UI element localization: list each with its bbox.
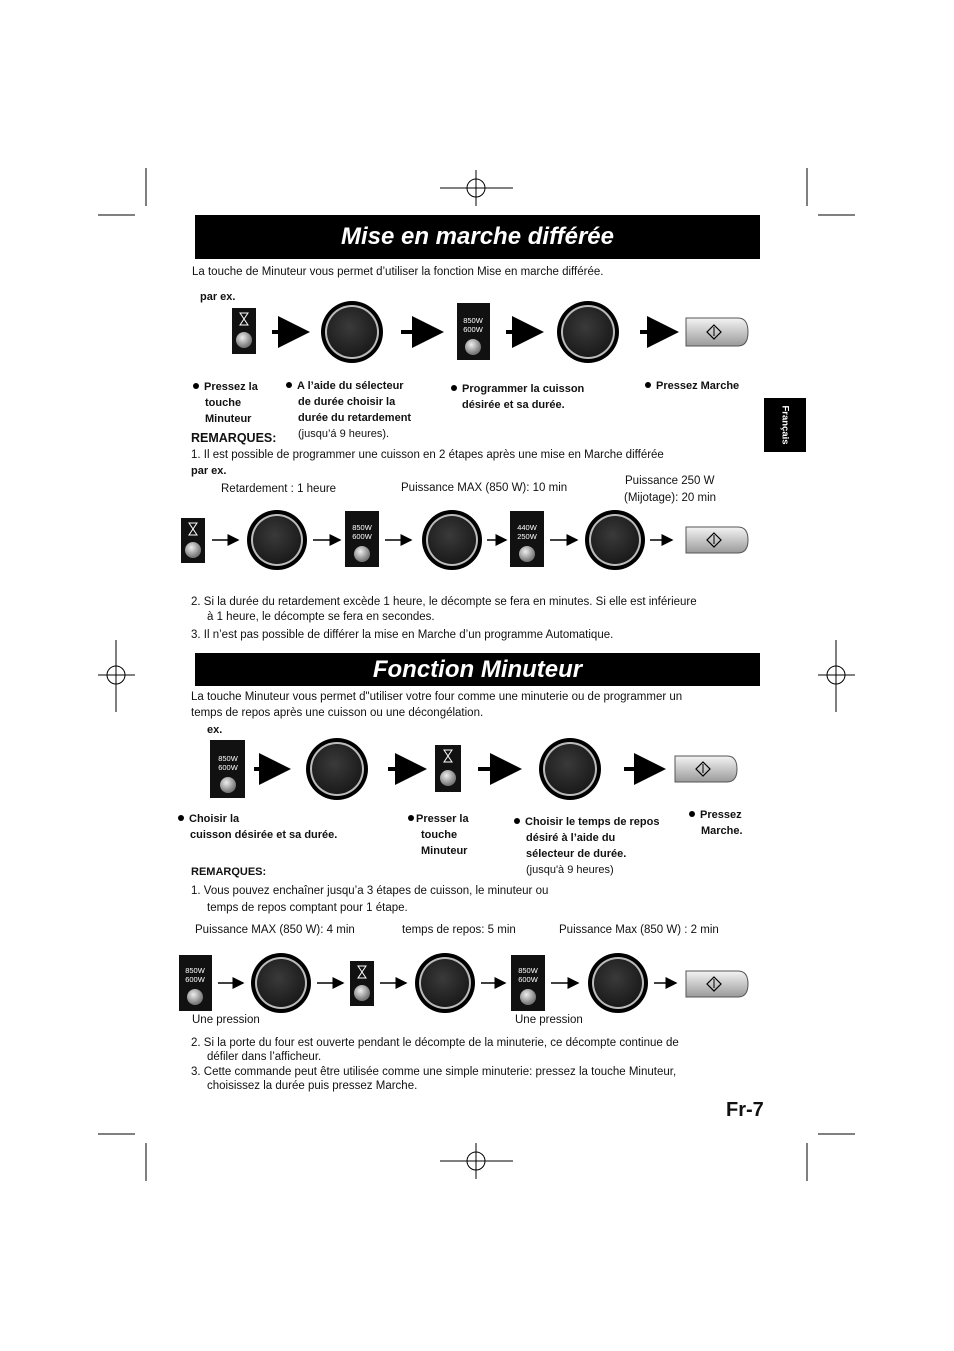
section-title-delayed-start: Mise en marche différée [195, 215, 760, 259]
bullet-icon [193, 383, 199, 389]
example-label: par ex. [200, 291, 236, 303]
start-button-icon [686, 527, 748, 553]
caption-rest-time: temps de repos: 5 min [402, 924, 516, 936]
dial-icon [585, 510, 645, 570]
caption-one-press: Une pression [515, 1014, 583, 1026]
step-3-instruction: Choisir le temps de repos désiré à l’aide du sélecteur de durée. (jusqu'à 9 heures) [514, 814, 659, 878]
timer-button-icon [350, 961, 374, 1006]
power-button-icon [511, 955, 545, 1011]
svg-text:250W: 250W [517, 532, 537, 541]
start-button-icon [686, 971, 748, 997]
step-1-instruction: Choisir la cuisson désirée et sa durée. [178, 811, 337, 843]
bullet-icon [689, 811, 695, 817]
svg-text:850W: 850W [352, 523, 372, 532]
svg-text:850W: 850W [185, 966, 205, 975]
section1-intro: La touche de Minuteur vous permet d’utiliser la fonction Mise en marche différée. [192, 266, 604, 278]
caption-power-max: Puissance MAX (850 W): 10 min [401, 482, 568, 494]
svg-text:600W: 600W [518, 975, 538, 984]
remark-2-line1: 2. Si la durée du retardement excède 1 heure, le décompte se fera en minutes. Si elle est inférieure [191, 596, 697, 608]
dial-icon [557, 301, 619, 363]
svg-text:600W: 600W [352, 532, 372, 541]
example-label: par ex. [191, 465, 227, 477]
bullet-icon [408, 815, 414, 821]
example-label: ex. [207, 724, 223, 736]
caption-simmer: (Mijotage): 20 min [624, 492, 717, 504]
caption-power-max-2: Puissance Max (850 W) : 2 min [559, 924, 719, 936]
bullet-icon [451, 385, 457, 391]
step-4-instruction: Pressez Marche. [689, 807, 743, 839]
bullet-icon [514, 818, 520, 824]
power-button-icon [179, 955, 212, 1011]
svg-text:600W: 600W [218, 763, 238, 772]
dial-icon [306, 738, 368, 800]
remark-2-line2: à 1 heure, le décompte se fera en secondes. [207, 611, 435, 623]
remark-1-line2: temps de repos comptant pour 1 étape. [207, 902, 408, 914]
step-2-instruction: A l’aide du sélecteur de durée choisir la durée du retardement (jusqu’á 9 heures). [286, 378, 411, 442]
svg-text:600W: 600W [463, 325, 483, 334]
step-4-instruction: Pressez Marche [645, 378, 739, 394]
section2-intro-line1: La touche Minuteur vous permet d"utiliser votre four comme une minuterie ou de programmer un [191, 691, 683, 703]
bullet-icon [178, 815, 184, 821]
power-button-icon [210, 740, 245, 798]
timer-button-icon [181, 518, 205, 563]
remark-3-line2: choisissez la durée puis pressez Marche. [207, 1080, 418, 1092]
caption-power-max-4: Puissance MAX (850 W): 4 min [195, 924, 355, 936]
svg-text:440W: 440W [517, 523, 537, 532]
remark-3-line1: 3. Cette commande peut être utilisée comme une simple minuterie: pressez la touche Minuteur, [191, 1066, 677, 1078]
remark-1-line1: 1. Vous pouvez enchaîner jusqu’a 3 étapes de cuisson, le minuteur ou [191, 885, 549, 897]
bullet-icon [645, 382, 651, 388]
section-title-timer-function: Fonction Minuteur [195, 653, 760, 686]
remarks-heading: REMARQUES: [191, 866, 267, 878]
timer-button-icon [435, 745, 461, 792]
remark-1: 1. Il est possible de programmer une cuisson en 2 étapes après une mise en Marche différée [191, 449, 664, 461]
svg-text:850W: 850W [518, 966, 538, 975]
dial-icon [321, 301, 383, 363]
language-tab: Français [764, 398, 806, 452]
dial-icon [588, 953, 648, 1013]
step-3-instruction: Programmer la cuisson désirée et sa durée. [451, 381, 584, 413]
dial-icon [422, 510, 482, 570]
svg-text:850W: 850W [218, 754, 238, 763]
power-button-icon [457, 303, 490, 360]
section2-intro-line2: temps de repos après une cuisson ou une décongélation. [191, 707, 484, 719]
svg-text:600W: 600W [185, 975, 205, 984]
dial-icon [247, 510, 307, 570]
caption-delay: Retardement : 1 heure [221, 483, 337, 495]
start-button-icon [675, 756, 737, 782]
step-1-instruction: Pressez la touche Minuteur [193, 379, 258, 427]
dial-icon [251, 953, 311, 1013]
caption-power-250: Puissance 250 W [625, 475, 715, 487]
power-button-icon [510, 511, 544, 567]
remark-2-line1: 2. Si la porte du four est ouverte pendant le décompte de la minuterie, ce décompte continue de [191, 1037, 679, 1049]
dial-icon [539, 738, 601, 800]
dial-icon [415, 953, 475, 1013]
bullet-icon [286, 382, 292, 388]
start-button-icon [686, 318, 748, 346]
timer-button-icon [232, 308, 256, 354]
remark-2-line2: défiler dans l’afficheur. [207, 1051, 322, 1063]
svg-text:850W: 850W [463, 316, 483, 325]
power-button-icon [345, 511, 379, 567]
page-number: Fr-7 [726, 1099, 764, 1121]
remarks-heading: REMARQUES: [191, 431, 277, 445]
remark-3: 3. Il n’est pas possible de différer la mise en Marche d’un programme Automatique. [191, 629, 614, 641]
caption-one-press: Une pression [192, 1014, 260, 1026]
step-2-instruction: Presser la touche Minuteur [408, 811, 469, 859]
